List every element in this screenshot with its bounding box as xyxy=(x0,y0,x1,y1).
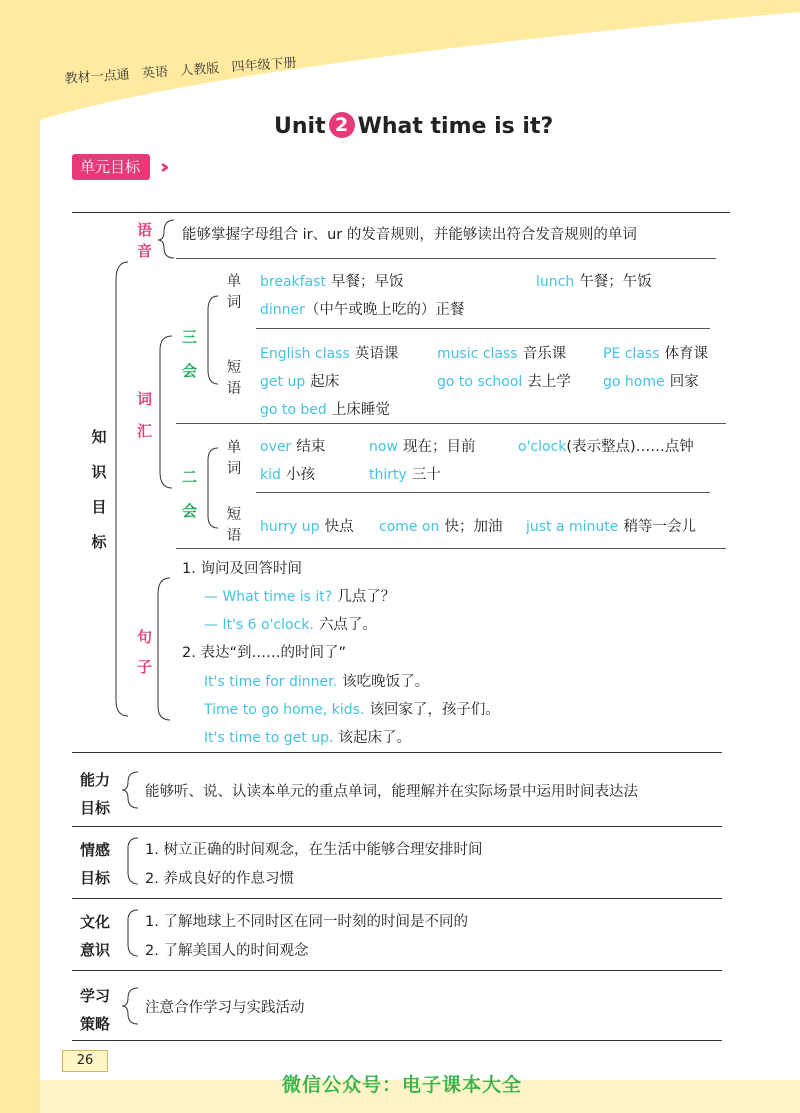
watermark: 微信公众号：电子课本大全 xyxy=(282,1074,523,1096)
phrase-item: hurry up 快点 xyxy=(260,519,354,535)
vocab-item: now 现在；目前 xyxy=(369,439,476,455)
brace-strategy xyxy=(122,988,138,1024)
vocab-item: dinner（中午或晚上吃的）正餐 xyxy=(260,302,465,318)
label-culture-awareness: 文化 意识 xyxy=(80,913,111,959)
label-emotion-goal: 情感 目标 xyxy=(80,841,111,887)
brace-three xyxy=(208,296,218,384)
sentence-heading: 2. 表达“到……的时间了” xyxy=(182,645,346,661)
emotion-item: 1. 树立正确的时间观念，在生活中能够合理安排时间 xyxy=(145,842,483,858)
phrase-item: get up 起床 xyxy=(260,374,340,390)
phonetics-text: 能够掌握字母组合 ir、ur 的发音规则，并能够读出符合发音规则的单词 xyxy=(182,227,637,243)
sentence-heading: 1. 询问及回答时间 xyxy=(182,561,302,577)
label-two-skills: 二会 xyxy=(181,468,197,520)
chevron-right-icon: ››› xyxy=(160,156,163,178)
brace-ability xyxy=(122,772,138,808)
sentence-item: Time to go home, kids. 该回家了，孩子们。 xyxy=(204,702,500,718)
brace-vocabulary xyxy=(160,336,172,488)
brace-phonetics xyxy=(158,220,174,258)
label-learning-strategy: 学习 策略 xyxy=(80,987,111,1033)
phrase-item: just a minute 稍等一会儿 xyxy=(526,519,696,535)
title-text: What time is it? xyxy=(357,114,554,139)
header-book: 教材一点通 xyxy=(64,67,131,87)
vocab-item: breakfast 早餐；早饭 xyxy=(260,274,404,290)
phrase-item: music class 音乐课 xyxy=(437,346,567,362)
vocab-item: thirty 三十 xyxy=(369,467,441,483)
sentence-item: It's time for dinner. 该吃晚饭了。 xyxy=(204,674,430,690)
label-two-words: 单词 xyxy=(226,440,242,477)
vocab-item: o'clock(表示整点)……点钟 xyxy=(518,439,694,455)
sentence-item: — It's 6 o'clock. 六点了。 xyxy=(204,617,377,633)
brace-culture xyxy=(128,910,138,956)
label-three-words: 单词 xyxy=(226,274,242,311)
page-number: 26 xyxy=(62,1050,108,1072)
label-two-phrases: 短语 xyxy=(226,507,242,544)
header-edition: 人教版 xyxy=(179,61,220,79)
brace-sentences xyxy=(158,578,170,720)
header-grade: 四年级下册 xyxy=(231,55,298,76)
phrase-item: go to bed 上床睡觉 xyxy=(260,402,390,418)
strategy-text: 注意合作学习与实践活动 xyxy=(145,1000,305,1016)
label-ability-goal: 能力 目标 xyxy=(80,771,111,817)
sentence-item: It's time to get up. 该起床了。 xyxy=(204,730,412,746)
label-sentences: 句子 xyxy=(136,628,152,676)
ability-text: 能够听、说、认读本单元的重点单词，能理解并在实际场景中运用时间表达法 xyxy=(145,784,638,800)
phrase-item: go to school 去上学 xyxy=(437,374,571,390)
vocab-item: kid 小孩 xyxy=(260,467,315,483)
culture-item: 2. 了解美国人的时间观念 xyxy=(145,943,309,959)
label-knowledge-goal: 知识目标 xyxy=(91,428,107,551)
sentence-item: — What time is it? 几点了？ xyxy=(204,589,396,605)
section-banner: 单元目标 xyxy=(72,154,150,180)
brace-two xyxy=(208,448,218,528)
title-unit-prefix: Unit xyxy=(274,114,326,139)
label-three-phrases: 短语 xyxy=(226,360,242,397)
label-phonetics: 语音 xyxy=(136,221,152,260)
culture-item: 1. 了解地球上不同时区在同一时刻的时间是不同的 xyxy=(145,914,468,930)
brace-knowledge xyxy=(116,262,128,716)
header-subject: 英语 xyxy=(141,64,169,82)
vocab-item: lunch 午餐；午饭 xyxy=(536,274,652,290)
vocab-item: over 结束 xyxy=(260,439,326,455)
label-three-skills: 三会 xyxy=(181,328,197,380)
phrase-item: come on 快；加油 xyxy=(379,519,503,535)
phrase-item: English class 英语课 xyxy=(260,346,399,362)
label-vocabulary: 词汇 xyxy=(136,390,152,440)
brace-emotion xyxy=(128,838,138,884)
unit-number-badge: 2 xyxy=(329,112,355,138)
phrase-item: PE class 体育课 xyxy=(603,346,709,362)
emotion-item: 2. 养成良好的作息习惯 xyxy=(145,871,294,887)
phrase-item: go home 回家 xyxy=(603,374,699,390)
